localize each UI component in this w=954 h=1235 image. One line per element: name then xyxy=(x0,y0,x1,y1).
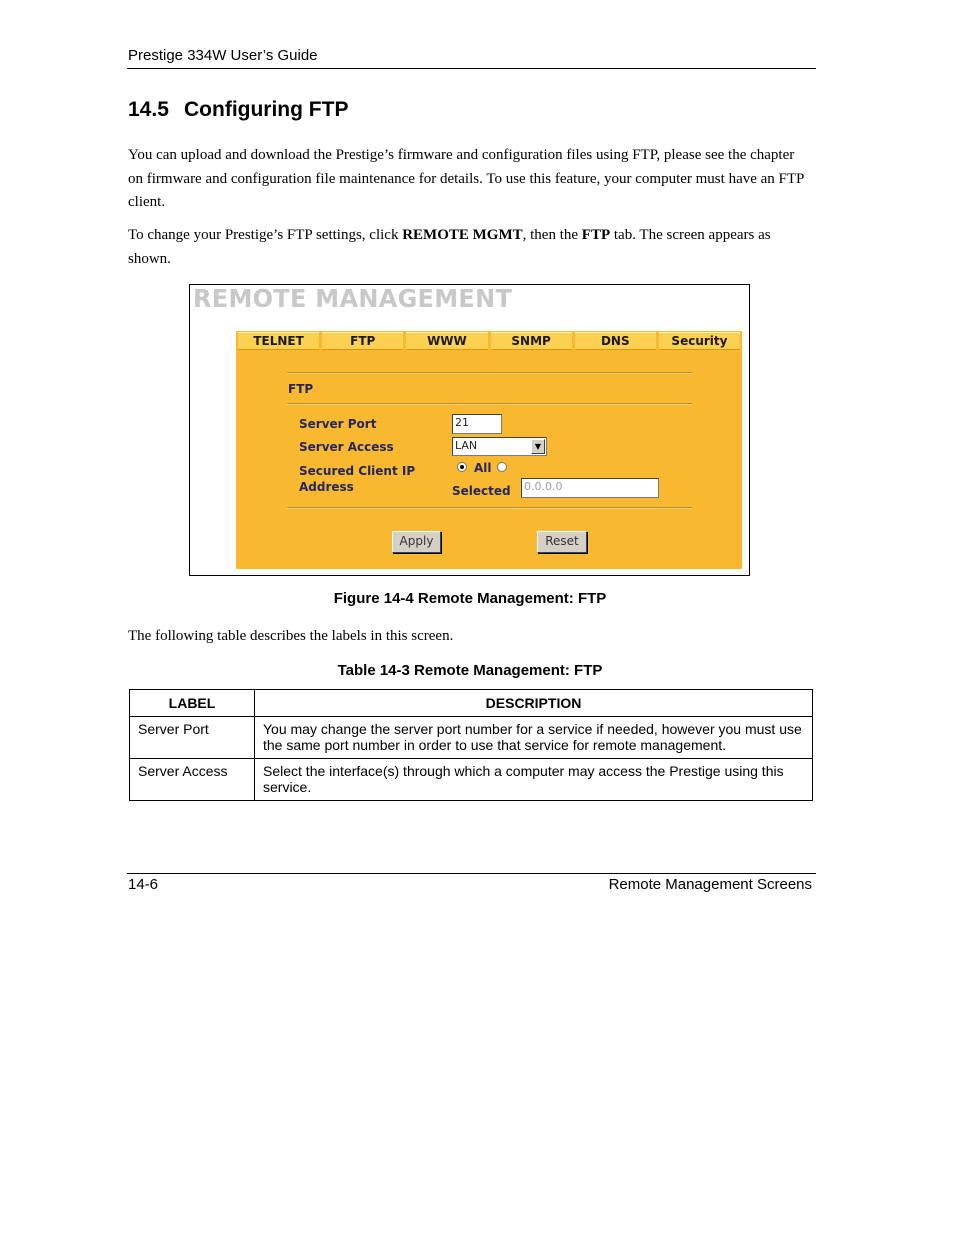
howto-paragraph xyxy=(128,224,808,271)
header-rule xyxy=(127,68,816,69)
selected-ip-input[interactable]: 0.0.0.0 xyxy=(521,478,659,498)
remote-management-tabs xyxy=(238,332,740,350)
footer-rule xyxy=(127,873,816,874)
howto-bold-ftp: FTP xyxy=(581,227,611,243)
tab-snmp[interactable]: SNMP xyxy=(491,332,572,350)
row-label: Server Port xyxy=(130,717,255,759)
server-port-input[interactable]: 21 xyxy=(452,414,502,434)
remote-management-title: REMOTE MANAGEMENT xyxy=(193,284,513,313)
panel-divider-bottom xyxy=(287,507,692,509)
chapter-name: Remote Management Screens xyxy=(608,876,812,893)
secured-client-address-label: Address xyxy=(299,480,354,494)
section-number: 14.5 xyxy=(128,98,169,121)
howto-text-1: To change your Prestige’s FTP settings, click xyxy=(128,227,403,243)
section-title xyxy=(128,98,348,122)
server-access-label: Server Access xyxy=(299,440,394,454)
panel-divider-top xyxy=(287,372,692,374)
tab-ftp[interactable]: FTP xyxy=(322,332,403,350)
column-header-label: LABEL xyxy=(130,690,255,717)
intro-paragraph: You can upload and download the Prestige’s firmware and configuration files using FTP, please see the chapter on firmware and configuration file maintenance for details. To use this feature, your computer must have an FTP client. xyxy=(128,147,804,210)
row-description: Select the interface(s) through which a computer may access the Prestige using this service. xyxy=(255,759,813,801)
tab-telnet[interactable]: TELNET xyxy=(238,332,319,350)
row-label: Server Access xyxy=(130,759,255,801)
radio-selected[interactable] xyxy=(497,462,507,472)
ftp-labels-table xyxy=(129,689,813,801)
table-caption: Table 14-3 Remote Management: FTP xyxy=(337,662,603,679)
reset-button[interactable]: Reset xyxy=(537,531,587,553)
howto-text-3: tab. The screen appears as shown. xyxy=(128,227,771,267)
panel-divider-mid xyxy=(287,403,692,405)
tab-dns[interactable]: DNS xyxy=(575,332,656,350)
running-header: Prestige 334W User’s Guide xyxy=(128,47,318,64)
column-header-description: DESCRIPTION xyxy=(255,690,813,717)
radio-dot-icon xyxy=(460,465,464,469)
tab-security[interactable]: Security xyxy=(659,332,740,350)
chevron-down-icon[interactable]: ▼ xyxy=(531,439,545,454)
secured-client-ip-label: Secured Client IP xyxy=(299,464,416,478)
howto-text-2: , then the xyxy=(522,227,582,243)
section-title-text: Configuring FTP xyxy=(184,98,349,121)
table-header-row xyxy=(130,690,813,717)
ftp-section-label: FTP xyxy=(288,382,314,396)
radio-all-label: All xyxy=(474,461,492,475)
server-port-label: Server Port xyxy=(299,417,377,431)
table-row xyxy=(130,759,813,801)
howto-bold-remote-mgmt: REMOTE MGMT xyxy=(402,227,523,243)
radio-selected-label: Selected xyxy=(452,484,511,498)
radio-all[interactable] xyxy=(457,462,467,472)
row-description: You may change the server port number for a service if needed, however you must use the same port number in order to use that service for remote management. xyxy=(255,717,813,759)
page-number: 14-6 xyxy=(128,876,159,893)
server-access-select[interactable] xyxy=(452,437,547,456)
server-access-value: LAN xyxy=(455,439,478,452)
table-intro-paragraph: The following table describes the labels in this screen. xyxy=(128,628,454,644)
tab-www[interactable]: WWW xyxy=(406,332,487,350)
figure-caption: Figure 14-4 Remote Management: FTP xyxy=(333,590,607,607)
table-row xyxy=(130,717,813,759)
apply-button[interactable]: Apply xyxy=(392,531,441,553)
